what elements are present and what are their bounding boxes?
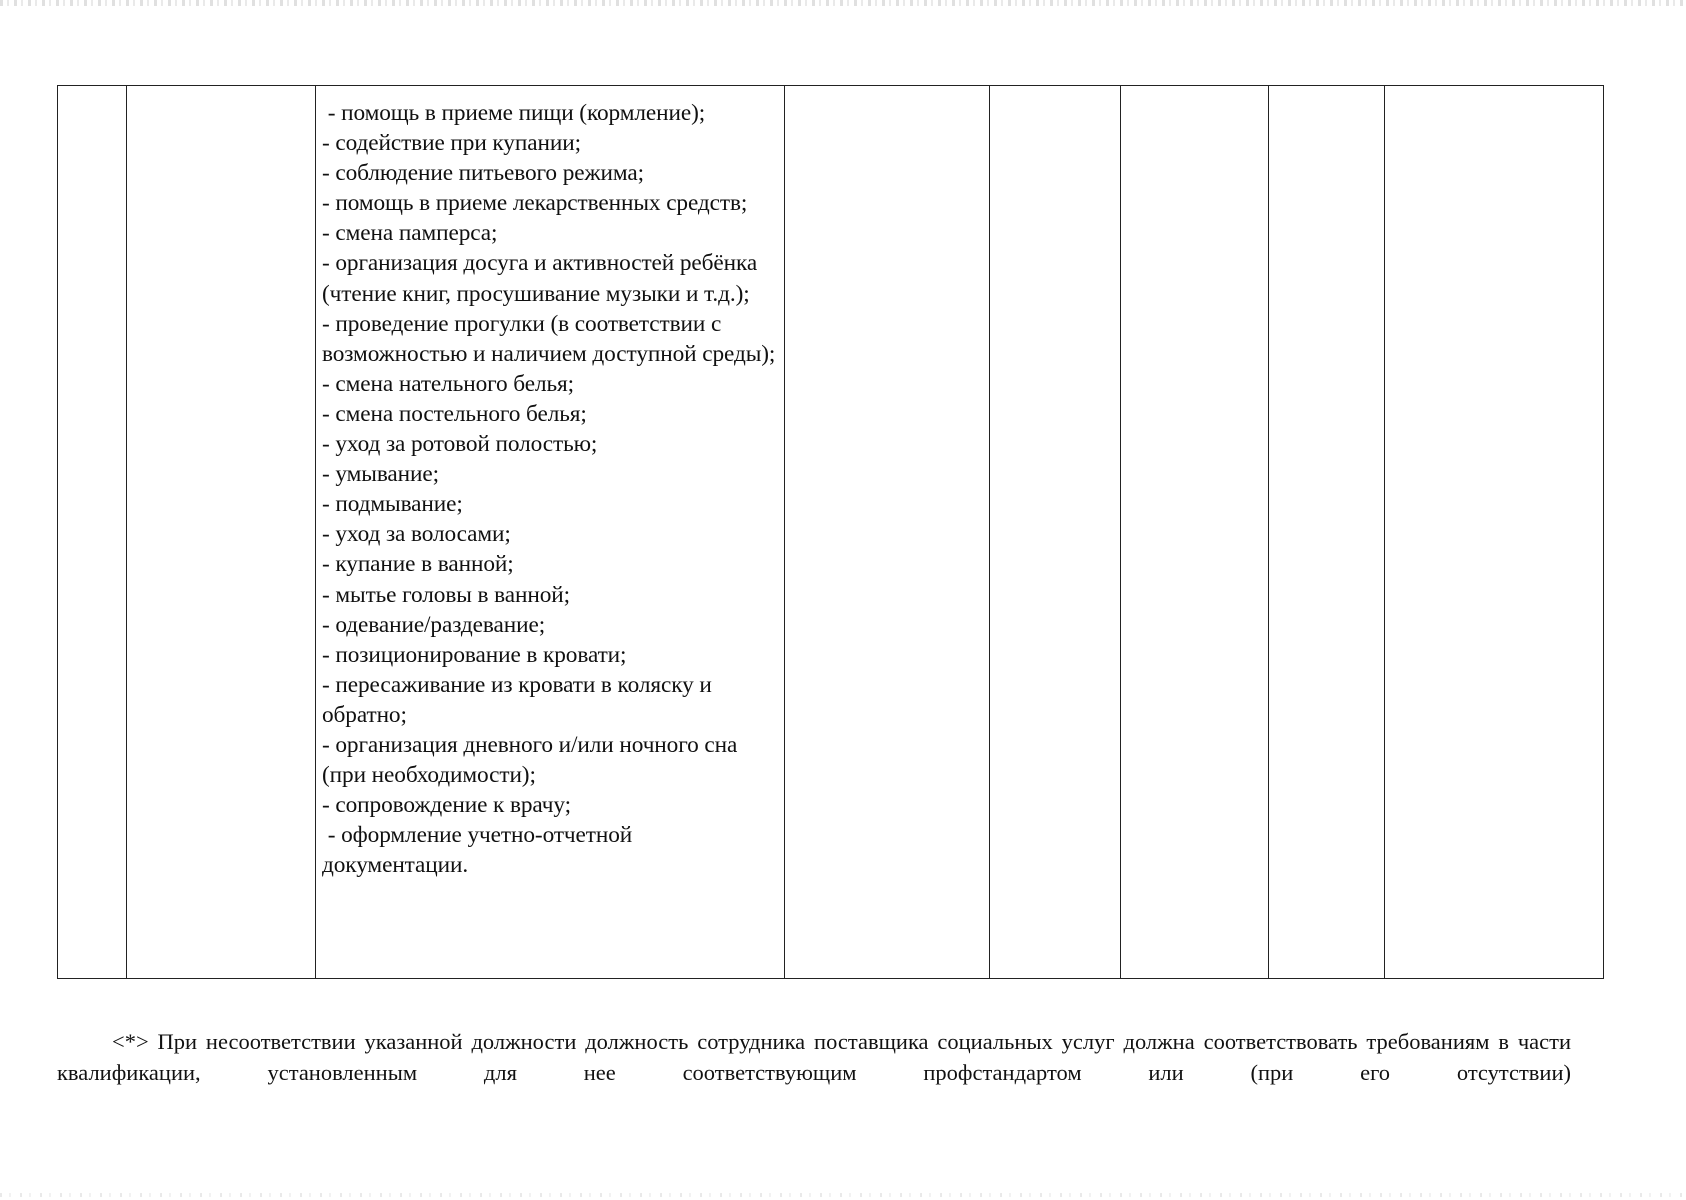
footnote: <*> При несоответствии указанной должности должность сотрудника поставщика социальных услуг должна соответствовать требованиям в части квалификации, установленным для нее соответствующим профстандартом или (при его отсутствии) (57, 1029, 1571, 1085)
list-item: - пересаживание из кровати в коляску и обратно; (322, 671, 712, 728)
list-item: - организация дневного и/или ночного сна (при необходимости); (322, 731, 738, 789)
list-item: - купание в ванной; (322, 551, 514, 578)
list-item: - соблюдение питьевого режима; (322, 160, 644, 187)
list-item: - помощь в приеме лекарственных средств; (322, 190, 748, 217)
list-item: - содействие при купании; (322, 130, 581, 157)
list-item: - мытье головы в ванной; (322, 581, 570, 608)
list-item: - подмывание; (322, 491, 463, 518)
table-cell-col4 (785, 86, 990, 979)
list-item: - одевание/раздевание; (322, 611, 546, 638)
table-cell-services (316, 86, 785, 979)
list-item: - оформление учетно-отчетной документации. (322, 822, 638, 879)
table-row (58, 86, 1604, 979)
scan-edge-top (0, 0, 1686, 6)
scan-edge-bottom (0, 1193, 1686, 1197)
list-item: - сопровождение к врачу; (322, 792, 571, 819)
table-cell-name (127, 86, 316, 979)
list-item: - умывание; (322, 461, 439, 488)
table-cell-col5 (990, 86, 1121, 979)
table-cell-col7 (1269, 86, 1385, 979)
list-item: - уход за волосами; (322, 521, 511, 548)
table-cell-col6 (1121, 86, 1269, 979)
list-item: - смена постельного белья; (322, 400, 587, 427)
table-cell-col8 (1385, 86, 1604, 979)
list-item: - проведение прогулки (в соответствии с возможностью и наличием доступной среды); (322, 310, 776, 367)
list-item: - смена памперса; (322, 220, 498, 247)
service-list (316, 86, 784, 888)
list-item: - организация досуга и активностей ребёнка (чтение книг, просушивание музыки и т.д.); (322, 250, 758, 307)
services-table (57, 85, 1604, 979)
table-cell-number (58, 86, 127, 979)
list-item: - помощь в приеме пищи (кормление); (322, 100, 706, 126)
list-item: - позиционирование в кровати; (322, 641, 627, 668)
list-item: - смена нательного белья; (322, 370, 575, 397)
list-item: - уход за ротовой полостью; (322, 431, 598, 458)
